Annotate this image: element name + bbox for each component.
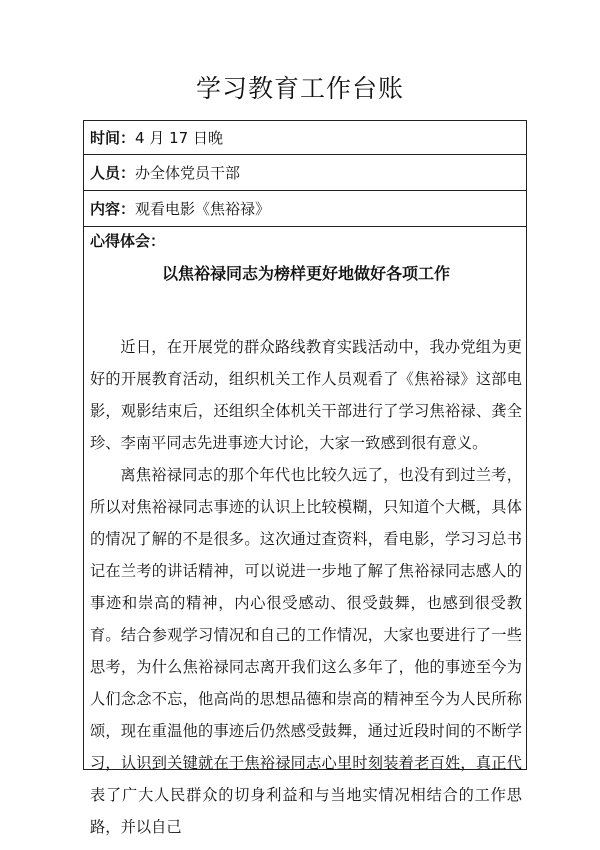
content-label: 内容： <box>90 200 136 218</box>
people-label: 人员： <box>90 164 136 182</box>
essay-paragraph-2: 离焦裕禄同志的那个年代也比较久远了，也没有到过兰考，所以对焦裕禄同志事迹的认识上比较模糊，只知道个大概，具体的情况了解的不是很多。这次通过查资料，看电影，学习习总书记在兰考的讲话精神，可以说进一步地了解了焦裕禄同志感人的事迹和崇高的精神，内心很受感动、很受鼓舞，也感到很受教育。结合参观学习情况和自己的工作情况，大家也要进行了一些思考，为什么焦裕禄同志离开我们这么多年了，他的事迹至今为人们念念不忘，他高尚的思想品德和崇高的精神至今为人民所称颂，现在重温他的事迹后仍然感受鼓舞，通过近段时间的不断学习，认识到关键就在于焦裕禄同志心里时刻装着老百姓，真正代表了广大人民群众的切身利益和与当地实情况相结合的工作思路，并以自己 <box>90 466 522 836</box>
time-label: 时间： <box>90 129 136 147</box>
time-value: 4 月 17 日晚 <box>135 129 223 147</box>
document-title: 学习教育工作台账 <box>195 74 404 103</box>
essay-paragraph-1: 近日，在开展党的群众路线教育实践活动中，我办党组为更好的开展教育活动，组织机关工作人员观看了《焦裕禄》这部电影，观影结束后，还组织全体机关干部进行了学习焦裕禄、龚全珍、李南平同志先进事迹大讨论，大家一致感到很有意义。 <box>90 338 522 452</box>
experience-section <box>84 231 526 843</box>
essay-title: 以焦裕禄同志为榜样更好地做好各项工作 <box>161 264 450 283</box>
people-row <box>84 155 526 191</box>
content-row <box>84 191 526 227</box>
experience-label: 心得体会： <box>90 232 166 250</box>
time-row <box>84 121 526 155</box>
people-value: 办全体党员干部 <box>135 164 241 182</box>
content-value: 观看电影《焦裕禄》 <box>135 200 271 218</box>
ledger-table <box>83 120 527 836</box>
